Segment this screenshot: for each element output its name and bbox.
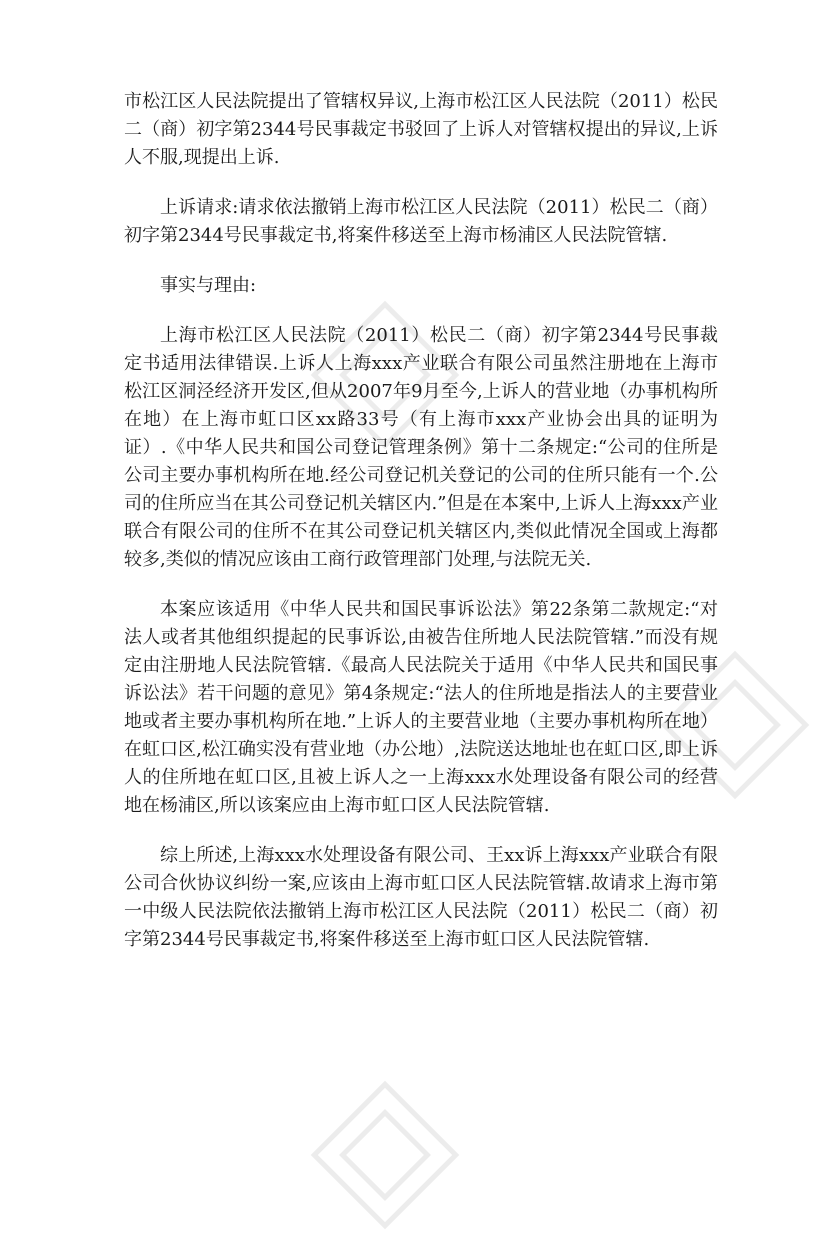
paragraph-legal-error: 上海市松江区人民法院（2011）松民二（商）初字第2344号民事裁定书适用法律错误.上诉人上海xxx产业联合有限公司虽然注册地在上海市松江区洞泾经济开发区,但从2007年9月至今,上诉人的营业地（办事机构所在地）在上海市虹口区xx路33号（有上海市xxx产业协会出具的证明为证）.《中华人民共和国公司登记管理条例》第十二条规定:“公司的住所是公司主要办事机构所在地.经公司登记机关登记的公司的住所只能有一个.公司的住所应当在其公司登记机关辖区内.”但是在本案中,上诉人上海xxx产业联合有限公司的住所不在其公司登记机关辖区内,类似此情况全国或上海都较多,类似的情况应该由工商行政管理部门处理,与法院无关. (124, 325, 718, 570)
paragraph-conclusion: 综上所述,上海xxx水处理设备有限公司、王xx诉上海xxx产业联合有限公司合伙协议纠纷一案,应该由上海市虹口区人民法院管辖.故请求上海市第一中级人民法院依法撤销上海市松江区人民法院（2011）松民二（商）初字第2344号民事裁定书,将案件移送至上海市虹口区人民法院管辖. (124, 845, 718, 950)
document-body (124, 88, 718, 976)
paragraph-appeal-request: 上诉请求:请求依法撤销上海市松江区人民法院（2011）松民二（商）初字第2344号民事裁定书,将案件移送至上海市杨浦区人民法院管辖. (124, 197, 718, 246)
paragraph-jurisdiction-objection: 市松江区人民法院提出了管辖权异议,上海市松江区人民法院（2011）松民二（商）初字第2344号民事裁定书驳回了上诉人对管辖权提出的异议,上诉人不服,现提出上诉. (124, 91, 718, 168)
diamond-watermark-icon (300, 1070, 470, 1240)
paragraph-applicable-law: 本案应该适用《中华人民共和国民事诉讼法》第22条第二款规定:“对法人或者其他组织提起的民事诉讼,由被告住所地人民法院管辖.”而没有规定由注册地人民法院管辖.《最高人民法院关于适用《中华人民共和国民事诉讼法》若干问题的意见》第4条规定:“法人的住所地是指法人的主要营业地或者主要办事机构所在地.”上诉人的主要营业地（主要办事机构所在地）在虹口区,松江确实没有营业地（办公地）,法院送达地址也在虹口区,即上诉人的住所地在虹口区,且被上诉人之一上海xxx水处理设备有限公司的经营地在杨浦区,所以该案应由上海市虹口区人民法院管辖. (124, 599, 718, 816)
heading-facts-and-reasons: 事实与理由: (160, 275, 257, 296)
